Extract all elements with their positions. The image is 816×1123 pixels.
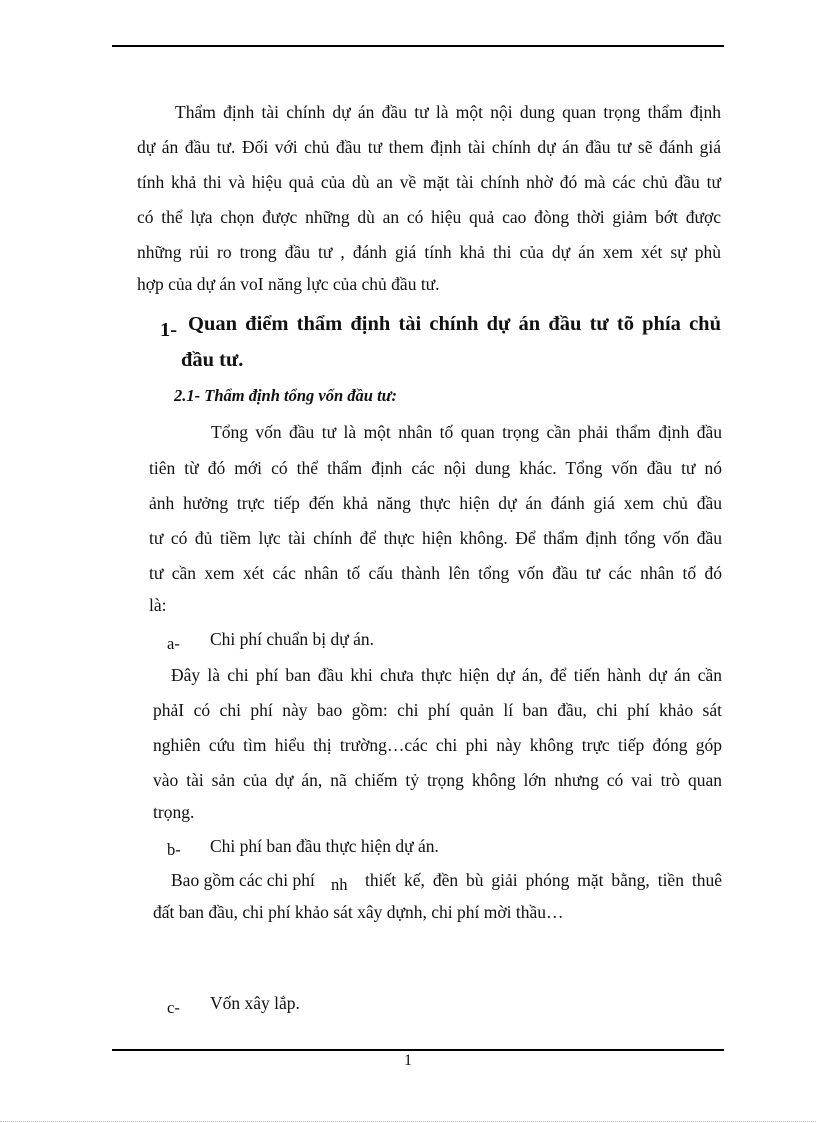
- item-b-title: Chi phí ban đầu thực hiện dự án.: [210, 836, 439, 856]
- item-b-marker: b-: [167, 840, 181, 859]
- item-b-body-line-2: đất ban đầu, chi phí khảo sát xây dựnh, chi phí mời thầu…: [153, 902, 564, 922]
- item-a-body-line-4: vào tài sản của dự án, nã chiếm tỷ trọng không lớn nhưng có vai trò quan: [153, 770, 722, 790]
- item-b-body-line-1-sub: nh: [331, 875, 348, 894]
- paragraph-1-line-5: những rủi ro trong đầu tư , đánh giá tính khả thi của dự án xem xét sự phù: [137, 242, 721, 262]
- paragraph-2-line-4: tư có đủ tiềm lực tài chính để thực hiện không. Để thẩm định tổng vốn đầu: [149, 528, 722, 548]
- item-b-body-line-1-end: thiết kế, đền bù giải phóng mặt bằng, tiền thuê: [365, 870, 722, 890]
- section-2-1-title: 2.1- Thẩm định tổng vốn đầu tư:: [174, 386, 398, 405]
- paragraph-2-line-6: là:: [149, 595, 167, 615]
- paragraph-1-line-1: Thẩm định tài chính dự án đầu tư là một nội dung quan trọng thẩm định: [175, 102, 721, 122]
- paragraph-1-line-6: hợp của dự án voI năng lực của chủ đầu tư.: [137, 274, 440, 294]
- section-1-number: 1-: [160, 319, 178, 341]
- page-edge-divider: [0, 1121, 816, 1122]
- item-c-title: Vốn xây lắp.: [210, 993, 300, 1013]
- item-a-body-line-3: nghiên cứu tìm hiểu thị trường…các chi phi này không trực tiếp đóng góp: [153, 735, 722, 755]
- paragraph-2-line-3: ảnh hưởng trực tiếp đến khả năng thực hiện dự án đánh giá xem chủ đầu: [149, 493, 722, 513]
- item-b-body-line-1-start: Bao gồm các chi phí: [171, 870, 315, 890]
- paragraph-1-line-4: có thể lựa chọn được những dù an có hiệu quả cao đòng thời giảm bớt được: [137, 207, 721, 227]
- header-rule: [112, 45, 724, 47]
- page-number: 1: [404, 1052, 412, 1069]
- paragraph-1-line-3: tính khả thi và hiệu quả của dù an về mặt tài chính nhờ đó mà các chủ đầu tư: [137, 172, 721, 192]
- paragraph-1-line-2: dự án đầu tư. Đối với chủ đầu tư them định tài chính dự án đầu tư sẽ đánh giá: [137, 137, 721, 157]
- paragraph-2-line-2: tiên từ đó mới có thể thẩm định các nội dung khác. Tổng vốn đầu tư nó: [149, 458, 722, 478]
- section-1-title-line-2: đầu tư.: [181, 349, 244, 371]
- paragraph-2-line-1: Tổng vốn đầu tư là một nhân tố quan trọng cần phải thẩm định đầu: [211, 422, 722, 442]
- footer-rule: [112, 1049, 724, 1051]
- item-c-marker: c-: [167, 998, 180, 1017]
- item-a-body-line-5: trọng.: [153, 802, 195, 822]
- section-1-title-line-1: Quan điểm thẩm định tài chính dự án đầu tư tõ phía chủ: [188, 313, 721, 335]
- item-a-marker: a-: [167, 634, 180, 653]
- paragraph-2-line-5: tư cần xem xét các nhân tố cấu thành lên tổng vốn đầu tư các nhân tố đó: [149, 563, 722, 583]
- item-a-title: Chi phí chuẩn bị dự án.: [210, 629, 375, 649]
- item-a-body-line-2: phảI có chi phí này bao gồm: chi phí quản lí ban đầu, chi phí khảo sát: [153, 700, 722, 720]
- item-a-body-line-1: Đây là chi phí ban đầu khi chưa thực hiện dự án, để tiến hành dự án cần: [171, 665, 722, 685]
